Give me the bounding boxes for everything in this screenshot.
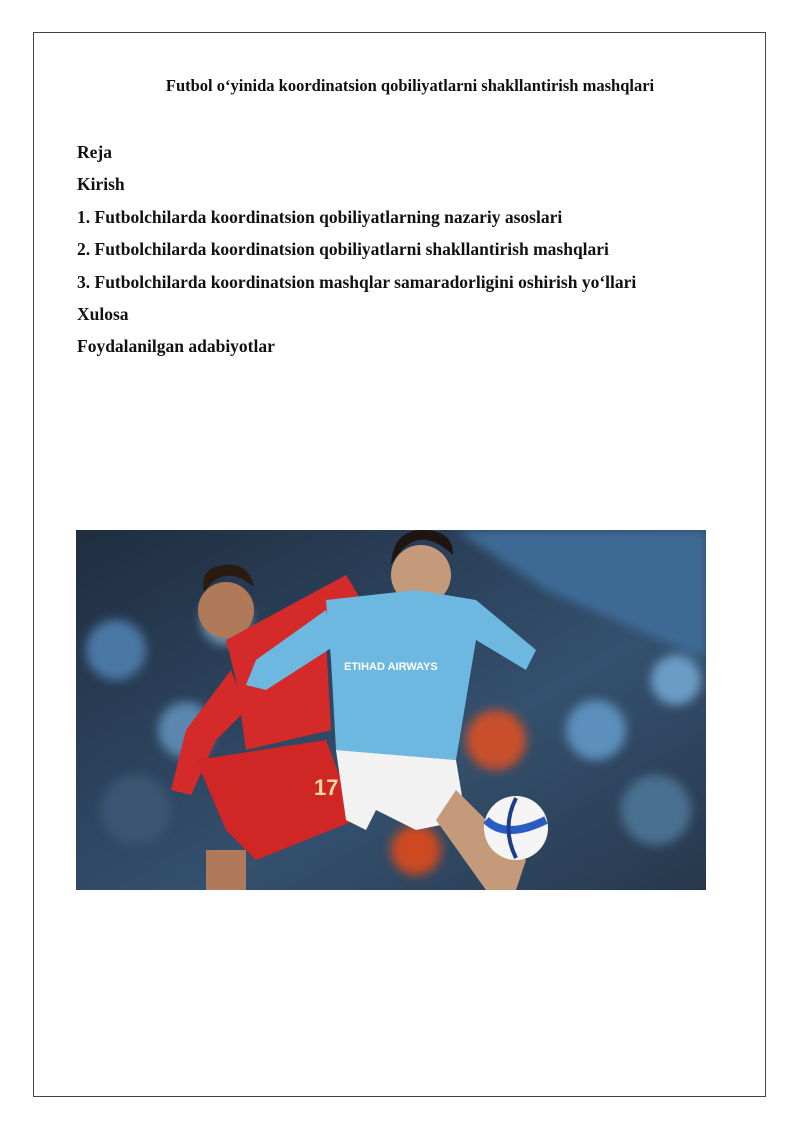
outline-item-chapter-3: 3. Futbolchilarda koordinatsion mashqlar samaradorligini oshirish yo‘llari	[77, 271, 637, 292]
table-of-contents	[77, 140, 636, 367]
football	[484, 796, 548, 860]
football-photo	[76, 530, 706, 890]
outline-item-conclusion: Xulosa	[77, 303, 129, 324]
shirt-number: 17	[314, 775, 339, 800]
sponsor-text: ETIHAD AIRWAYS	[344, 661, 438, 673]
outline-item-plan: Reja	[77, 142, 112, 162]
outline-item-introduction: Kirish	[77, 174, 125, 195]
document-title: Futbol o‘yinida koordinatsion qobiliyatlarni shakllantirish mashqlari	[165, 76, 655, 95]
outline-item-chapter-1: 1. Futbolchilarda koordinatsion qobiliyatlarning nazariy asoslari	[77, 206, 563, 227]
outline-item-references: Foydalanilgan adabiyotlar	[77, 336, 275, 357]
outline-item-chapter-2: 2. Futbolchilarda koordinatsion qobiliyatlarni shakllantirish mashqlari	[77, 239, 609, 260]
